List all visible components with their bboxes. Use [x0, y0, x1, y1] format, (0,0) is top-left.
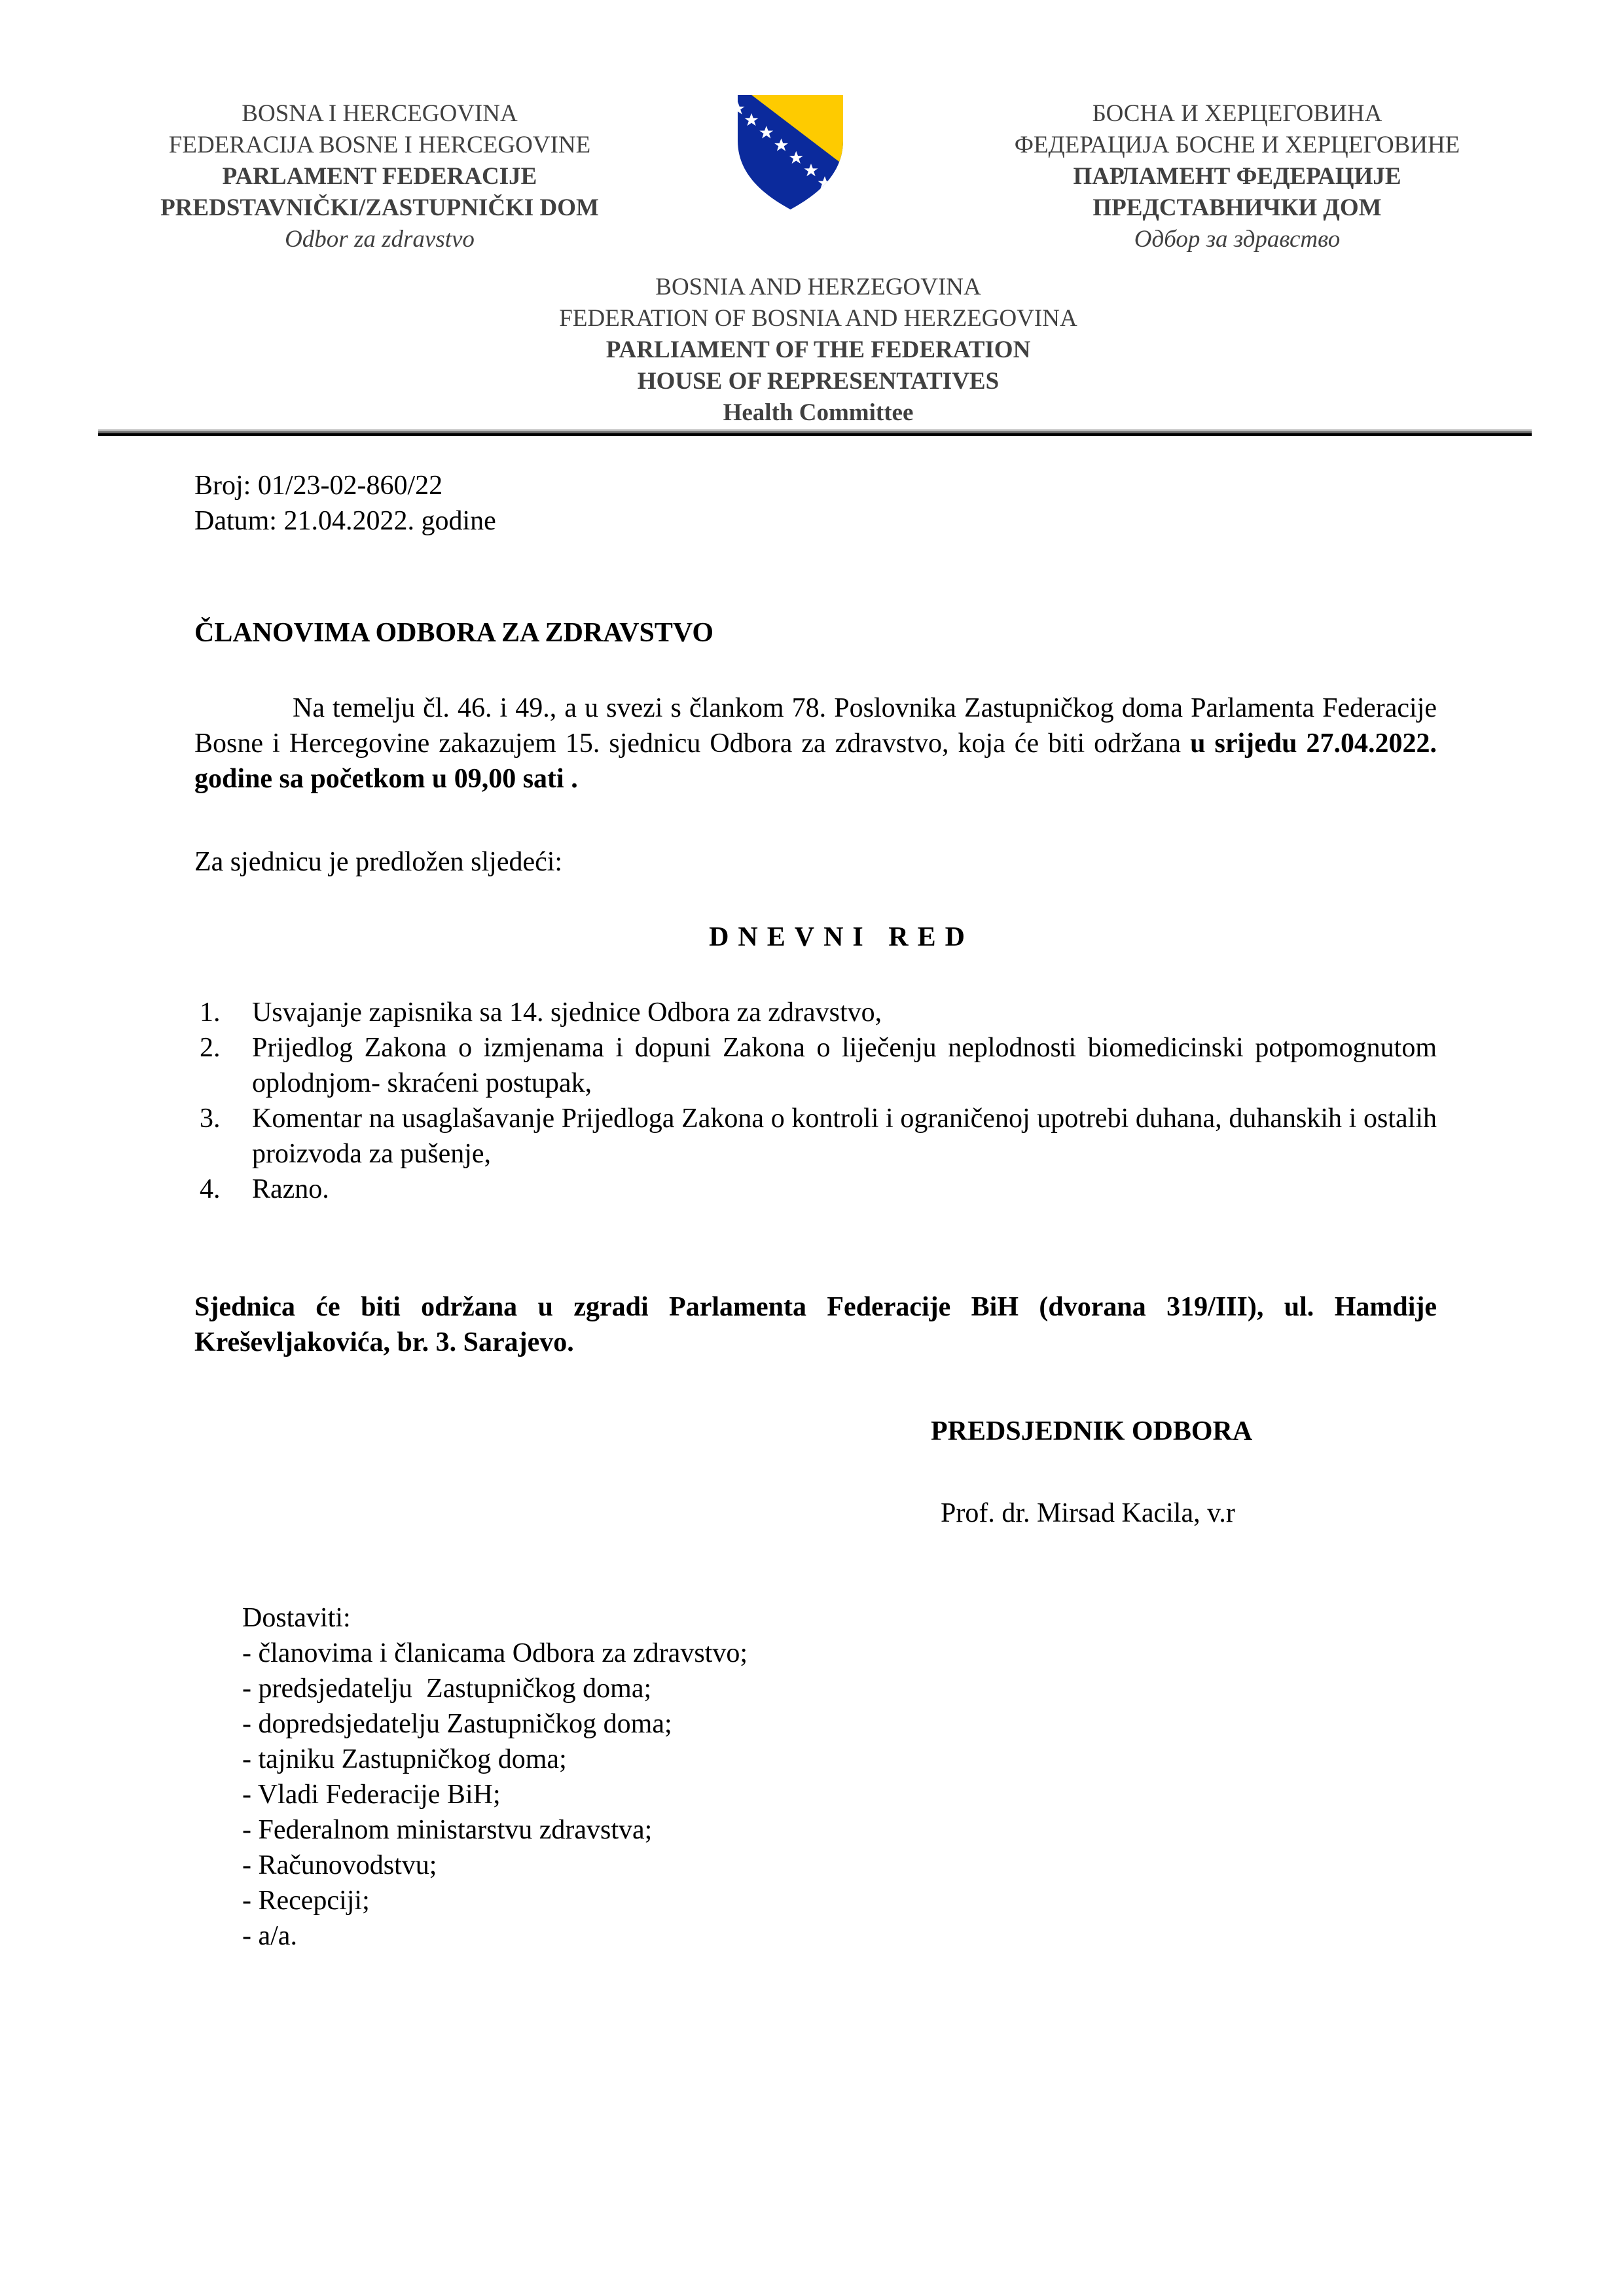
distribution-item: - a/a. — [242, 1921, 297, 1951]
agenda-item — [194, 1101, 1437, 1172]
agenda-item-number: 3. — [200, 1103, 221, 1134]
agenda-item-number: 2. — [200, 1033, 221, 1063]
distribution-item: - tajniku Zastupničkog doma; — [242, 1744, 567, 1774]
agenda-item-number: 1. — [200, 997, 221, 1028]
distribution-item: - Vladi Federacije BiH; — [242, 1780, 501, 1810]
signature-name: Prof. dr. Mirsad Kacila, v.r — [941, 1498, 1235, 1528]
letterhead-house-cyrillic: ПРЕДСТАВНИЧКИ ДОМ — [1092, 194, 1382, 221]
agenda-item-text: Razno. — [252, 1174, 329, 1204]
agenda-item — [194, 995, 1437, 1030]
letterhead-center — [458, 272, 1178, 429]
meeting-location: Sjednica će biti održana u zgradi Parlamenta Federacije BiH (dvorana 319/III), ul. Hamdije Kreševljakovića, br. 3. Sarajevo. — [194, 1292, 1437, 1357]
distribution-title: Dostaviti: — [242, 1603, 351, 1633]
letterhead-parliament-cyrillic: ПАРЛАМЕНТ ФЕДЕРАЦИЈЕ — [1073, 163, 1401, 190]
agenda-item-text: Komentar na usaglašavanje Prijedloga Zakona o kontroli i ograničenoj upotrebi duhana, duhanskih i ostalih proizvoda za pušenje, — [252, 1103, 1437, 1169]
agenda-title — [0, 920, 1624, 955]
distribution-item: - dopredsjedatelju Zastupničkog doma; — [242, 1709, 672, 1739]
proposed-line: Za sjednicu je predložen sljedeći: — [194, 847, 563, 877]
distribution-list — [242, 1600, 748, 1954]
agenda-item-text: Prijedlog Zakona o izmjenama i dopuni Zakona o liječenju neplodnosti biomedicinski potpomognutom oplodnjom- skraćeni postupak, — [252, 1033, 1437, 1098]
document-date: Datum: 21.04.2022. godine — [194, 506, 496, 536]
distribution-item: - Recepciji; — [242, 1886, 370, 1916]
letterhead-right — [943, 98, 1532, 255]
document-number: Broj: 01/23-02-860/22 — [194, 471, 443, 501]
letterhead-committee-cyrillic: Одбор за здравство — [1134, 226, 1341, 253]
letterhead-country-english: BOSNIA AND HERZEGOVINA — [655, 274, 981, 300]
agenda-item — [194, 1172, 1437, 1207]
addressee-heading: ČLANOVIMA ODBORA ZA ZDRAVSTVO — [194, 618, 714, 648]
letterhead-federation: FEDERACIJA BOSNE I HERCEGOVINE — [168, 132, 591, 158]
intro-paragraph — [194, 691, 1437, 797]
distribution-item: - članovima i članicama Odbora za zdravstvo; — [242, 1638, 748, 1668]
document-reference — [194, 468, 496, 539]
letterhead-federation-cyrillic: ФЕДЕРАЦИЈА БОСНЕ И ХЕРЦЕГОВИНЕ — [1014, 132, 1460, 158]
agenda-title-text: DNEVNI RED — [709, 922, 974, 952]
bih-coat-of-arms-icon — [733, 95, 848, 209]
letterhead-divider — [98, 429, 1532, 436]
letterhead-parliament-english: PARLIAMENT OF THE FEDERATION — [605, 336, 1031, 363]
signature-title: PREDSJEDNIK ODBORA — [931, 1416, 1253, 1446]
agenda-item — [194, 1030, 1437, 1101]
letterhead-federation-english: FEDERATION OF BOSNIA AND HERZEGOVINA — [559, 305, 1077, 332]
agenda-item-text: Usvajanje zapisnika sa 14. sjednice Odbora za zdravstvo, — [252, 997, 882, 1028]
distribution-item: - Federalnom ministarstvu zdravstva; — [242, 1815, 653, 1845]
letterhead-left — [98, 98, 661, 255]
letterhead-committee-english: Health Committee — [723, 399, 914, 426]
letterhead-parliament: PARLAMENT FEDERACIJE — [222, 163, 537, 190]
intro-meeting-time: u srijedu 27.04.2022. godine sa početkom u 09,00 sati . — [194, 728, 1437, 794]
letterhead-country-cyrillic: БОСНА И ХЕРЦЕГОВИНА — [1092, 100, 1382, 127]
agenda-list — [194, 995, 1437, 1207]
letterhead-house-english: HOUSE OF REPRESENTATIVES — [637, 368, 1000, 395]
distribution-item: - predsjedatelju Zastupničkog doma; — [242, 1674, 652, 1704]
distribution-item: - Računovodstvu; — [242, 1850, 437, 1880]
letterhead-country: BOSNA I HERCEGOVINA — [242, 100, 518, 127]
agenda-item-number: 4. — [200, 1174, 221, 1204]
intro-text: Na temelju čl. 46. i 49., a u svezi s člankom 78. Poslovnika Zastupničkog doma Parlamenta Federacije Bosne i Hercegovine zakazujem 15. sjednicu Odbora za zdravstvo, koja će biti održana — [194, 693, 1437, 759]
letterhead-committee: Odbor za zdravstvo — [285, 226, 475, 253]
letterhead-house: PREDSTAVNIČKI/ZASTUPNIČKI DOM — [160, 194, 599, 221]
